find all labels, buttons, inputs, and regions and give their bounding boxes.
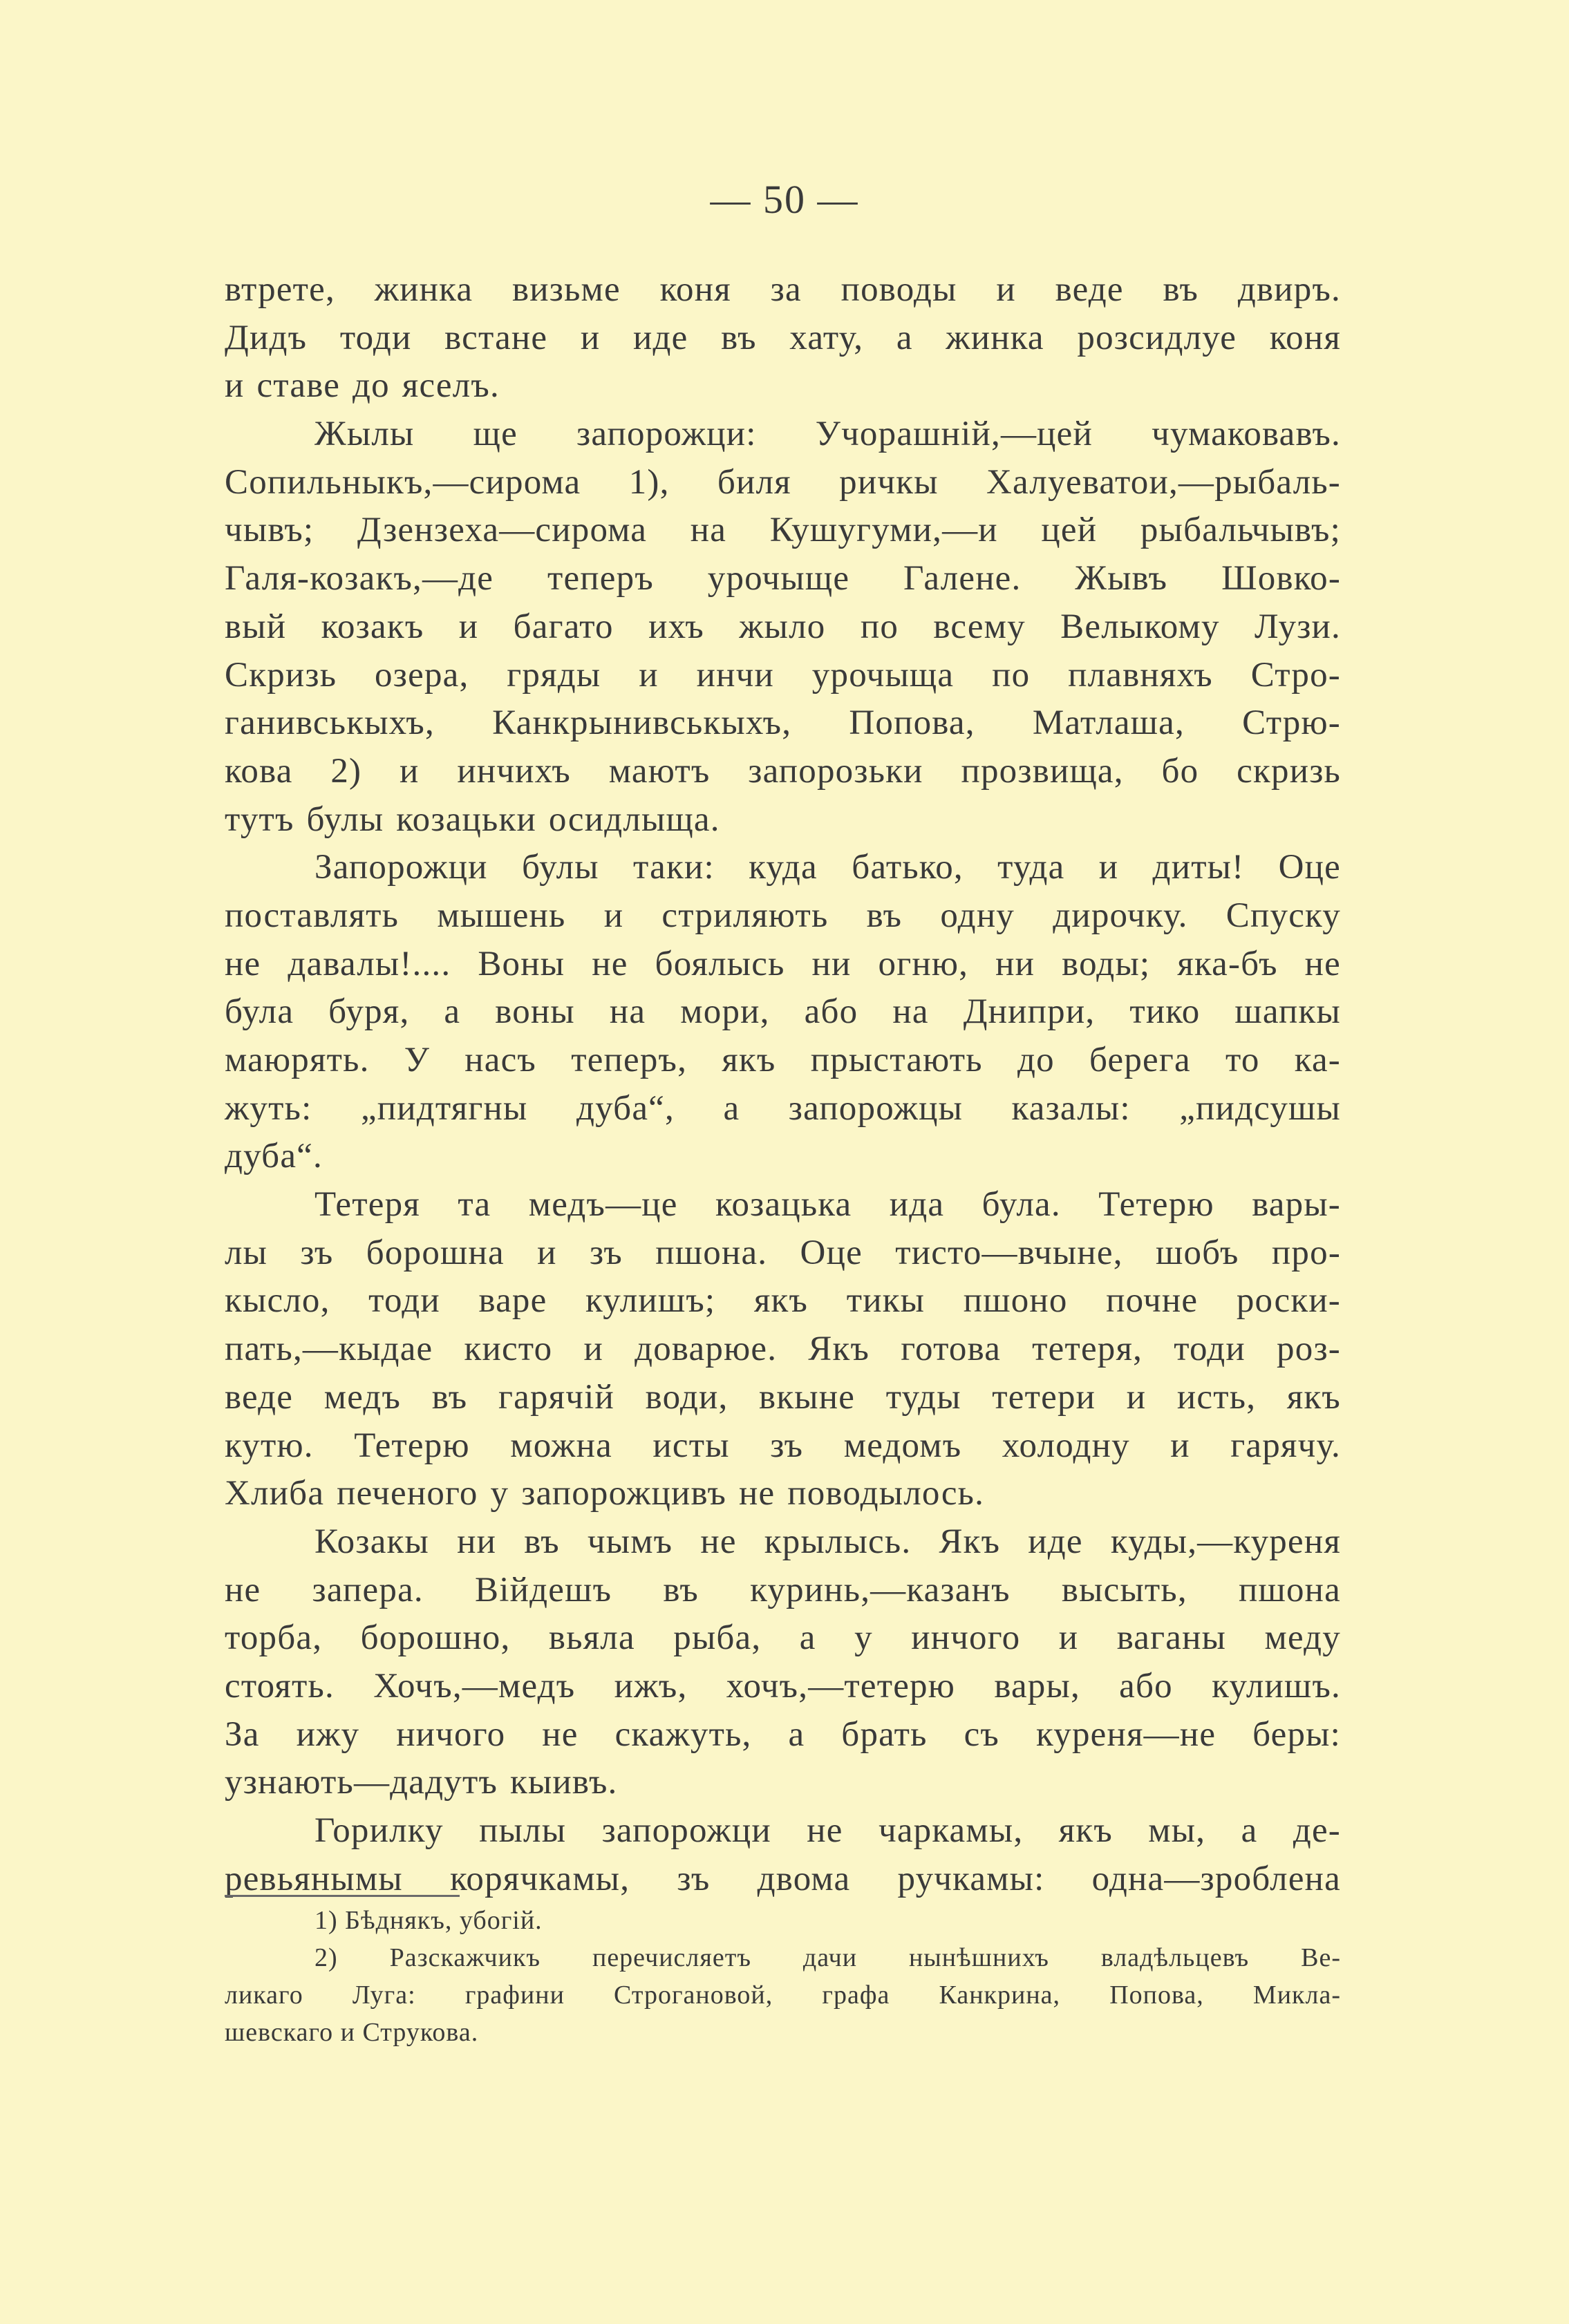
text-line: лы зъ борошна и зъ пшона. Оце тисто—вчыне, шобъ про- bbox=[225, 1233, 1341, 1272]
footnote-line: шевскаго и Струкова. bbox=[225, 2018, 479, 2047]
text-line: и ставе до яселъ. bbox=[225, 366, 500, 406]
text-line: стоять. Хочъ,—медъ ижъ, хочъ,—тетерю вары, або кулишъ. bbox=[225, 1666, 1341, 1706]
text-line: кысло, тоди варе кулишъ; якъ тикы пшоно почне роски- bbox=[225, 1281, 1341, 1321]
footnote-line: ликаго Луга: графини Строгановой, графа Канкрина, Попова, Микла- bbox=[225, 1981, 1341, 2010]
text-line: Скризь озера, гряды и инчи урочыща по плавняхъ Стро- bbox=[225, 655, 1341, 695]
text-line: торба, борошно, вьяла рыба, а у инчого и ваганы меду bbox=[225, 1618, 1341, 1658]
text-line: не запера. Війдешъ въ куринь,—казанъ высыть, пшона bbox=[225, 1570, 1341, 1609]
text-line: Хлиба печеного у запорожцивъ не поводылось. bbox=[225, 1474, 985, 1513]
footnote-line: 2) Разскажчикъ перечисляетъ дачи нынѣшнихъ владѣльцевъ Ве- bbox=[314, 1943, 1341, 1972]
text-line: Дидъ тоди встане и иде въ хату, а жинка розсидлуе коня bbox=[225, 318, 1341, 357]
text-line: За ижу ничого не скажуть, а брать съ куреня—не беры: bbox=[225, 1714, 1341, 1754]
text-line: узнають—дадутъ кыивъ. bbox=[225, 1763, 618, 1802]
text-line: Тетеря та медъ—це козацька ида була. Тетерю вары- bbox=[314, 1185, 1341, 1225]
text-line: Запорожци булы таки: куда батько, туда и диты! Оце bbox=[314, 848, 1341, 887]
body-text bbox=[225, 266, 1341, 1903]
text-line: тутъ булы козацьки осидлыща. bbox=[225, 800, 720, 839]
text-line: втрете, жинка визьме коня за поводы и веде въ двиръ. bbox=[225, 270, 1341, 309]
footnote-line: 1) Бѣднякъ, убогій. bbox=[314, 1906, 543, 1935]
text-line: кутю. Тетерю можна исты зъ медомъ холодну и гарячу. bbox=[225, 1426, 1341, 1465]
text-line: пать,—кыдае кисто и доварюе. Якъ готова тетеря, тоди роз- bbox=[225, 1330, 1341, 1369]
page-number: — 50 — bbox=[710, 177, 859, 222]
text-line: маюрять. У насъ теперъ, якъ прыстають до берега то ка- bbox=[225, 1041, 1341, 1079]
text-line: поставлять мышень и стриляють въ одну дирочку. Спуску bbox=[225, 896, 1341, 935]
text-line: чывъ; Дзензеха—сирома на Кушугуми,—и цей рыбальчывъ; bbox=[225, 511, 1341, 550]
text-line: Козакы ни въ чымъ не крылысь. Якъ иде куды,—куреня bbox=[314, 1522, 1341, 1561]
footnote-divider bbox=[225, 1895, 460, 1897]
text-line: ганивськыхъ, Канкрынивськыхъ, Попова, Матлаша, Стрю- bbox=[225, 703, 1341, 743]
text-line: кова 2) и инчихъ маютъ запорозьки прозвища, бо скризь bbox=[225, 751, 1341, 791]
text-line: Сопильныкъ,—сирома 1), биля ричкы Халуеватои,—рыбаль- bbox=[225, 462, 1341, 502]
text-line: ревьянымы корячкамы, зъ двома ручкамы: одна—зроблена bbox=[225, 1859, 1341, 1898]
text-line: Жылы ще запорожци: Учорашній,—цей чумаковавъ. bbox=[314, 415, 1341, 454]
text-line: була буря, а воны на мори, або на Днипри, тико шапкы bbox=[225, 992, 1341, 1032]
text-line: Горилку пылы запорожци не чаркамы, якъ мы, а де- bbox=[314, 1811, 1341, 1850]
text-line: не давалы!.... Воны не боялысь ни огню, ни воды; яка-бъ не bbox=[225, 944, 1341, 983]
text-line: вый козакъ и багато ихъ жыло по всему Велыкому Лузи. bbox=[225, 607, 1341, 646]
footnotes bbox=[225, 1902, 1341, 2051]
text-line: жуть: „пидтягны дуба“, а запорожцы казалы: „пидсушы bbox=[225, 1088, 1341, 1128]
text-line: Галя-козакъ,—де теперъ урочыще Галене. Жывъ Шовко- bbox=[225, 559, 1341, 598]
text-line: веде медъ въ гарячій води, вкыне туды тетери и исть, якъ bbox=[225, 1377, 1341, 1417]
text-line: дуба“. bbox=[225, 1137, 323, 1176]
